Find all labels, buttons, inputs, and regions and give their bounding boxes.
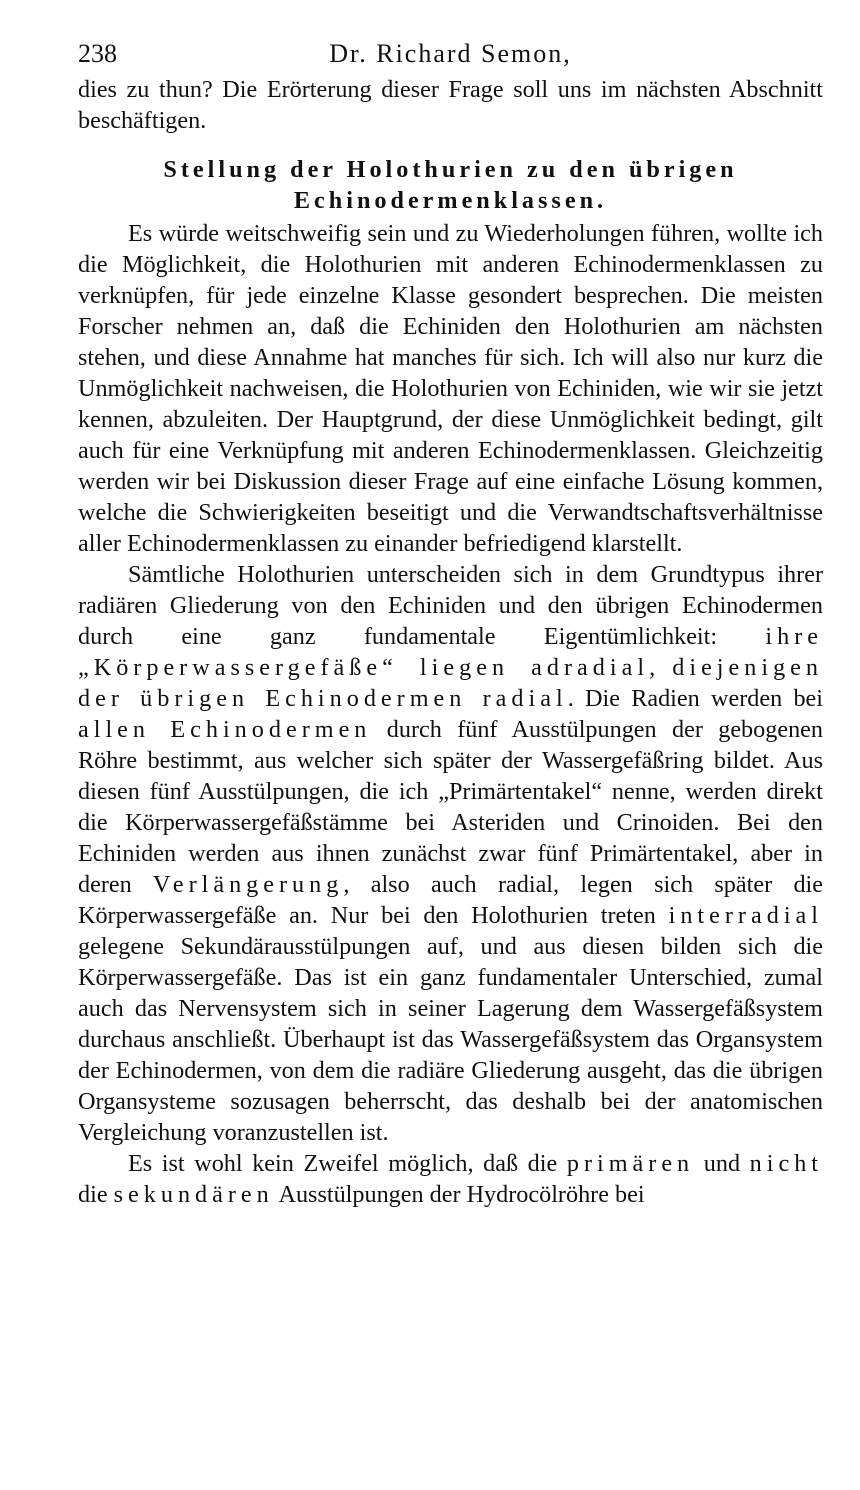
paragraph-continuation: dies zu thun? Die Erörterung dieser Frage soll uns im nächsten Abschnitt beschäftigen.	[78, 76, 823, 134]
paragraph-2-emphasis-2: diejenigen der übrigen Echinodermen radial	[78, 654, 823, 712]
paragraph-3-emphasis-1: primären	[566, 1150, 695, 1177]
section-heading-line-1: Stellung der Holothurien zu den übrigen	[163, 156, 738, 183]
paragraph-2	[78, 559, 823, 1148]
paragraph-2-text-3: . Die Radien werden bei	[567, 685, 823, 712]
paragraph-3	[78, 1148, 823, 1210]
page-number: 238	[78, 39, 117, 68]
paragraph-3-text-4: Ausstülpungen der Hydrocölröhre bei	[273, 1181, 645, 1208]
paragraph-2-emphasis-3: allen Echinodermen	[78, 716, 372, 743]
running-head: Dr. Richard Semon,	[329, 39, 572, 68]
paragraph-2-emphasis-5: interradial	[668, 902, 823, 929]
paragraph-2-emphasis-4: Verlängerung	[153, 871, 344, 898]
paragraph-2-text-2: ,	[649, 654, 673, 681]
section-heading-line-2: Echinodermenklassen.	[293, 187, 608, 214]
paragraph-3-emphasis-2: nicht	[749, 1150, 824, 1177]
paragraph-3-emphasis-3: sekundären	[113, 1181, 274, 1208]
paragraph-2-text-6: gelegene Sekundärausstülpungen auf, und aus diesen bilden sich die Körperwassergefäße. Das ist ein ganz fundamentaler Unterschied, zumal auch das Nervensystem sich in seiner Lagerung dem Wassergefäßsystem durchaus anschließt. Überhaupt ist das Wassergefäßsystem das Organsystem der Echinodermen, von dem die radiäre Gliederung ausgeht, das die übrigen Organsysteme sozusagen beherrscht, das deshalb bei der anatomischen Vergleichung voranzustellen ist.	[78, 933, 823, 1146]
document-page	[78, 34, 823, 1210]
page-header	[78, 34, 823, 74]
section-heading	[78, 154, 823, 216]
paragraph-3-text-1: Es ist wohl kein Zweifel möglich, daß die	[128, 1150, 567, 1177]
paragraph-2-emphasis-1: ihre „Körperwassergefäße“ liegen adradial	[78, 623, 823, 681]
paragraph-3-text-3: die	[78, 1181, 114, 1208]
paragraph-2-text-1: Sämtliche Holothurien unterscheiden sich in dem Grundtypus ihrer radiären Gliederung von den Echiniden und den übrigen Echinodermen durch eine ganz fundamentale Eigentümlichkeit:	[78, 561, 823, 650]
paragraph-1: Es würde weitschweifig sein und zu Wiederholungen führen, wollte ich die Möglichkeit, die Holothurien mit anderen Echinodermenklassen zu verknüpfen, für jede einzelne Klasse gesondert besprechen. Die meisten Forscher nehmen an, daß die Echiniden den Holothurien am nächsten stehen, und diese Annahme hat manches für sich. Ich will also nur kurz die Unmöglichkeit nachweisen, die Holothurien von Echiniden, wie wir sie jetzt kennen, abzuleiten. Der Hauptgrund, der diese Unmöglichkeit bedingt, gilt auch für eine Verknüpfung mit anderen Echinodermenklassen. Gleichzeitig werden wir bei Diskussion dieser Frage auf eine einfache Lösung kommen, welche die Schwierigkeiten beseitigt und die Verwandtschaftsverhältnisse aller Echinodermenklassen zu einander befriedigend klarstellt.	[78, 220, 823, 557]
paragraph-2-text-5: , also auch radial, legen sich später die Körperwassergefäße an. Nur bei den Holothurien treten	[78, 871, 824, 929]
paragraph-3-text-2: und	[694, 1150, 750, 1177]
paragraph-2-text-4: durch fünf Ausstülpungen der gebogenen Röhre bestimmt, aus welcher sich später der Wassergefäßring bildet. Aus diesen fünf Ausstülpungen, die ich „Primärtentakel“ nenne, werden direkt die Körperwassergefäßstämme bei Asteriden und Crinoiden. Bei den Echiniden werden aus ihnen zunächst zwar fünf Primärtentakel, aber in deren	[78, 716, 824, 898]
